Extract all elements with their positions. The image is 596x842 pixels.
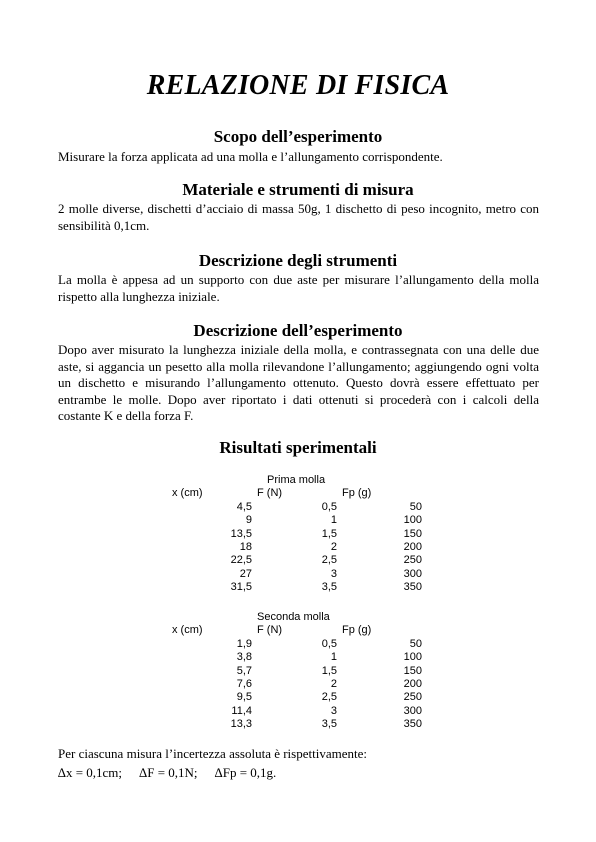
table-cell: 5,7: [236, 664, 252, 677]
section-text-materiale: 2 molle diverse, dischetti d’acciaio di massa 50g, 1 dischetto di peso incognito, metro con sensibilità 0,1cm.: [58, 201, 539, 233]
results-table-prima-molla: [0, 474, 596, 594]
table-cell: 11,4: [231, 704, 252, 717]
table-caption: Prima molla: [267, 474, 326, 486]
section-heading-esperimento: Descrizione dell’esperimento: [193, 321, 403, 340]
uncertainty-fp: ∆Fp = 0,1g.: [214, 765, 277, 780]
table-cell: 1,5: [321, 664, 337, 677]
table-cell: 22,5: [230, 554, 252, 567]
table-cell: 150: [403, 527, 422, 540]
table-cell: 1: [330, 514, 337, 527]
table-cell: 50: [409, 500, 422, 513]
table-cell: 150: [403, 664, 422, 677]
table-cell: 200: [403, 541, 422, 553]
table-cell: 350: [403, 581, 422, 594]
document-title: RELAZIONE DI FISICA: [146, 70, 450, 101]
table-cell: 18: [239, 541, 252, 553]
uncertainty-values: [58, 764, 276, 782]
table-cell: 2,5: [321, 691, 337, 704]
table-cell: 1,9: [236, 637, 252, 650]
uncertainty-x: ∆x = 0,1cm;: [58, 765, 123, 780]
table-cell: 3: [330, 567, 337, 580]
section-heading-materiale: Materiale e strumenti di misura: [182, 180, 414, 199]
column-header-f: F (N): [257, 624, 283, 637]
column-header-x: x (cm): [172, 624, 203, 637]
table-cell: 50: [409, 637, 422, 650]
column-header-fp: Fp (g): [342, 487, 372, 500]
column-header-f: F (N): [257, 487, 283, 500]
uncertainty-f: ∆F = 0,1N;: [139, 765, 198, 780]
table-cell: 13,5: [230, 527, 252, 540]
table-cell: 200: [403, 678, 422, 690]
section-heading-scopo: Scopo dell’esperimento: [213, 127, 383, 146]
table-cell: 100: [403, 514, 422, 527]
section-text-esperimento: Dopo aver misurato la lunghezza iniziale della molla, e contrassegnata con una delle due aste, si aggancia un pesetto alla molla rilevandone l’allungamento; aggiungendo ogni volta un dischetto e misurando l’allungamento ottenuto. Questo dovrà essere effettuato per entrambe le molle. Dopo aver riportato i dati ottenuti si procederà con i calcoli della costante K e della forza F.: [58, 342, 539, 424]
table-cell: 300: [403, 567, 422, 580]
uncertainty-intro: Per ciascuna misura l’incertezza assoluta è rispettivamente:: [58, 746, 367, 761]
table-cell: 100: [403, 651, 422, 664]
table-cell: 0,5: [321, 637, 337, 650]
table-cell: 27: [239, 567, 252, 580]
table-cell: 350: [403, 718, 422, 731]
table-cell: 0,5: [321, 500, 337, 513]
table-cell: 3,5: [321, 581, 337, 594]
table-cell: 9,5: [236, 691, 252, 704]
table-cell: 2: [330, 541, 337, 553]
column-header-fp: Fp (g): [342, 624, 372, 637]
table-cell: 4,5: [236, 500, 252, 513]
table-cell: 250: [403, 691, 422, 704]
table-cell: 9: [245, 514, 252, 527]
results-table-seconda-molla: [0, 611, 596, 731]
table-cell: 3,5: [321, 718, 337, 731]
table-cell: 3,8: [236, 651, 252, 664]
section-text-scopo: Misurare la forza applicata ad una molla e l’allungamento corrispondente.: [58, 149, 443, 164]
table-cell: 1,5: [321, 527, 337, 540]
section-text-strumenti: La molla è appesa ad un supporto con due aste per misurare l’allungamento della molla rispetto alla lunghezza iniziale.: [58, 272, 539, 304]
table-cell: 7,6: [236, 678, 252, 690]
table-cell: 2,5: [321, 554, 337, 567]
section-heading-risultati: Risultati sperimentali: [219, 438, 377, 457]
section-heading-strumenti: Descrizione degli strumenti: [198, 251, 398, 270]
table-cell: 1: [330, 651, 337, 664]
table-cell: 13,3: [230, 718, 252, 731]
table-cell: 3: [330, 704, 337, 717]
table-cell: 31,5: [230, 581, 252, 594]
table-cell: 2: [330, 678, 337, 690]
table-caption: Seconda molla: [257, 611, 330, 623]
table-cell: 250: [403, 554, 422, 567]
table-cell: 300: [403, 704, 422, 717]
column-header-x: x (cm): [172, 487, 203, 500]
